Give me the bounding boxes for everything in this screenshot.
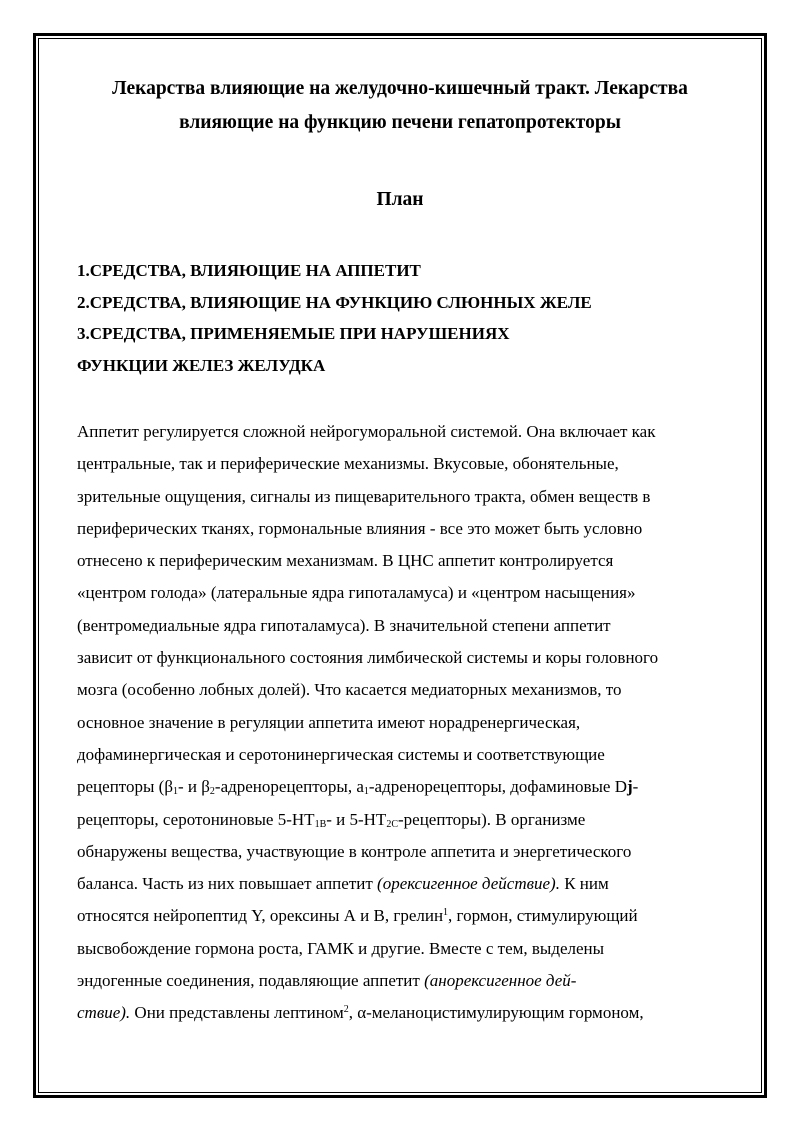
text-run: баланса. Часть из них повышает аппетит xyxy=(77,874,378,894)
toc-item: 3.СРЕДСТВА, ПРИМЕНЯЕМЫЕ ПРИ НАРУШЕНИЯХ xyxy=(77,324,510,343)
text-run: -адренорецепторы, а xyxy=(214,777,364,797)
body-line: (вентромедиальные ядра гипоталамуса). В значительной степени аппетит xyxy=(77,615,611,635)
body-line: обнаружены вещества, участвующие в контроле аппетита и энергетического xyxy=(77,841,632,861)
body-line xyxy=(77,771,767,803)
body-line: дофаминергическая и серотонинергическая системы и соответствующие xyxy=(77,744,605,764)
text-run: рецепторы (β xyxy=(77,777,173,797)
body-line: периферических тканях, гормональные влияния - все это может быть условно xyxy=(77,518,643,538)
body-line xyxy=(77,900,767,932)
text-run: относятся нейропептид Y, орексины А и В, грелин xyxy=(77,906,444,926)
body-line: отнесено к периферическим механизмам. В ЦНС аппетит контролируется xyxy=(77,551,614,571)
footnote-mark: 2 xyxy=(343,1004,349,1016)
toc-item: ФУНКЦИИ ЖЕЛЕЗ ЖЕЛУДКА xyxy=(77,355,326,375)
body-line xyxy=(77,868,767,900)
subscript: 1В xyxy=(314,818,327,830)
plan-heading: План xyxy=(376,189,424,210)
body-line xyxy=(77,804,767,836)
body-line: зависит от функционального состояния лимбической системы и коры головного xyxy=(77,648,659,668)
text-run: эндогенные соединения, подавляющие аппетит xyxy=(77,971,425,991)
text-run: -адренорецепторы, дофаминовые D xyxy=(368,777,627,797)
italic-run: (анорексигенное дей- xyxy=(424,971,577,991)
subscript: 1 xyxy=(363,786,369,798)
document-title xyxy=(60,72,740,140)
bold-run: j xyxy=(626,777,633,797)
toc-item: 2.СРЕДСТВА, ВЛИЯЮЩИЕ НА ФУНКЦИЮ СЛЮННЫХ ЖЕЛЕ xyxy=(77,292,592,312)
toc-item: 1.СРЕДСТВА, ВЛИЯЮЩИЕ НА АППЕТИТ xyxy=(77,261,421,280)
text-run: , гормон, стимулирующий xyxy=(448,906,638,926)
text-run: - и β xyxy=(177,777,210,797)
body-line: центральные, так и периферические механизмы. Вкусовые, обонятельные, xyxy=(77,454,619,474)
body-text xyxy=(77,416,767,1030)
subscript: 2С xyxy=(386,818,398,830)
table-of-contents xyxy=(77,255,757,381)
text-run: -рецепторы). В организме xyxy=(398,809,586,829)
text-run: - xyxy=(632,777,639,797)
text-run: К ним xyxy=(559,874,609,894)
text-run: рецепторы, серотониновые 5-НТ xyxy=(77,809,315,829)
title-line-1: Лекарства влияющие на желудочно-кишечный тракт. Лекарства xyxy=(112,78,688,99)
italic-run: ствие). xyxy=(77,1003,131,1023)
text-run: Они представлены лептином xyxy=(130,1003,344,1023)
body-line: высвобождение гормона роста, ГАМК и другие. Вместе с тем, выделены xyxy=(77,938,605,958)
body-line: Аппетит регулируется сложной нейрогуморальной системой. Она включает как xyxy=(77,422,656,441)
text-run: - и 5-НТ xyxy=(326,809,387,829)
italic-run: (орексигенное действие). xyxy=(377,874,560,894)
body-line: зрительные ощущения, сигналы из пищеварительного тракта, обмен веществ в xyxy=(77,486,651,506)
subscript: 2 xyxy=(209,786,215,798)
body-line: основное значение в регуляции аппетита имеют норадренергическая, xyxy=(77,712,581,732)
footnote-mark: 1 xyxy=(443,907,449,919)
title-line-2: влияющие на функцию печени гепатопротекторы xyxy=(179,112,621,133)
body-line: мозга (особенно лобных долей). Что касается медиаторных механизмов, то xyxy=(77,680,622,700)
text-run: , α-меланоцистимулирующим гормоном, xyxy=(348,1003,644,1023)
body-line: «центром голода» (латеральные ядра гипоталамуса) и «центром насыщения» xyxy=(77,583,636,603)
body-line xyxy=(77,997,767,1029)
body-line xyxy=(77,965,767,997)
subscript: 1 xyxy=(172,786,178,798)
